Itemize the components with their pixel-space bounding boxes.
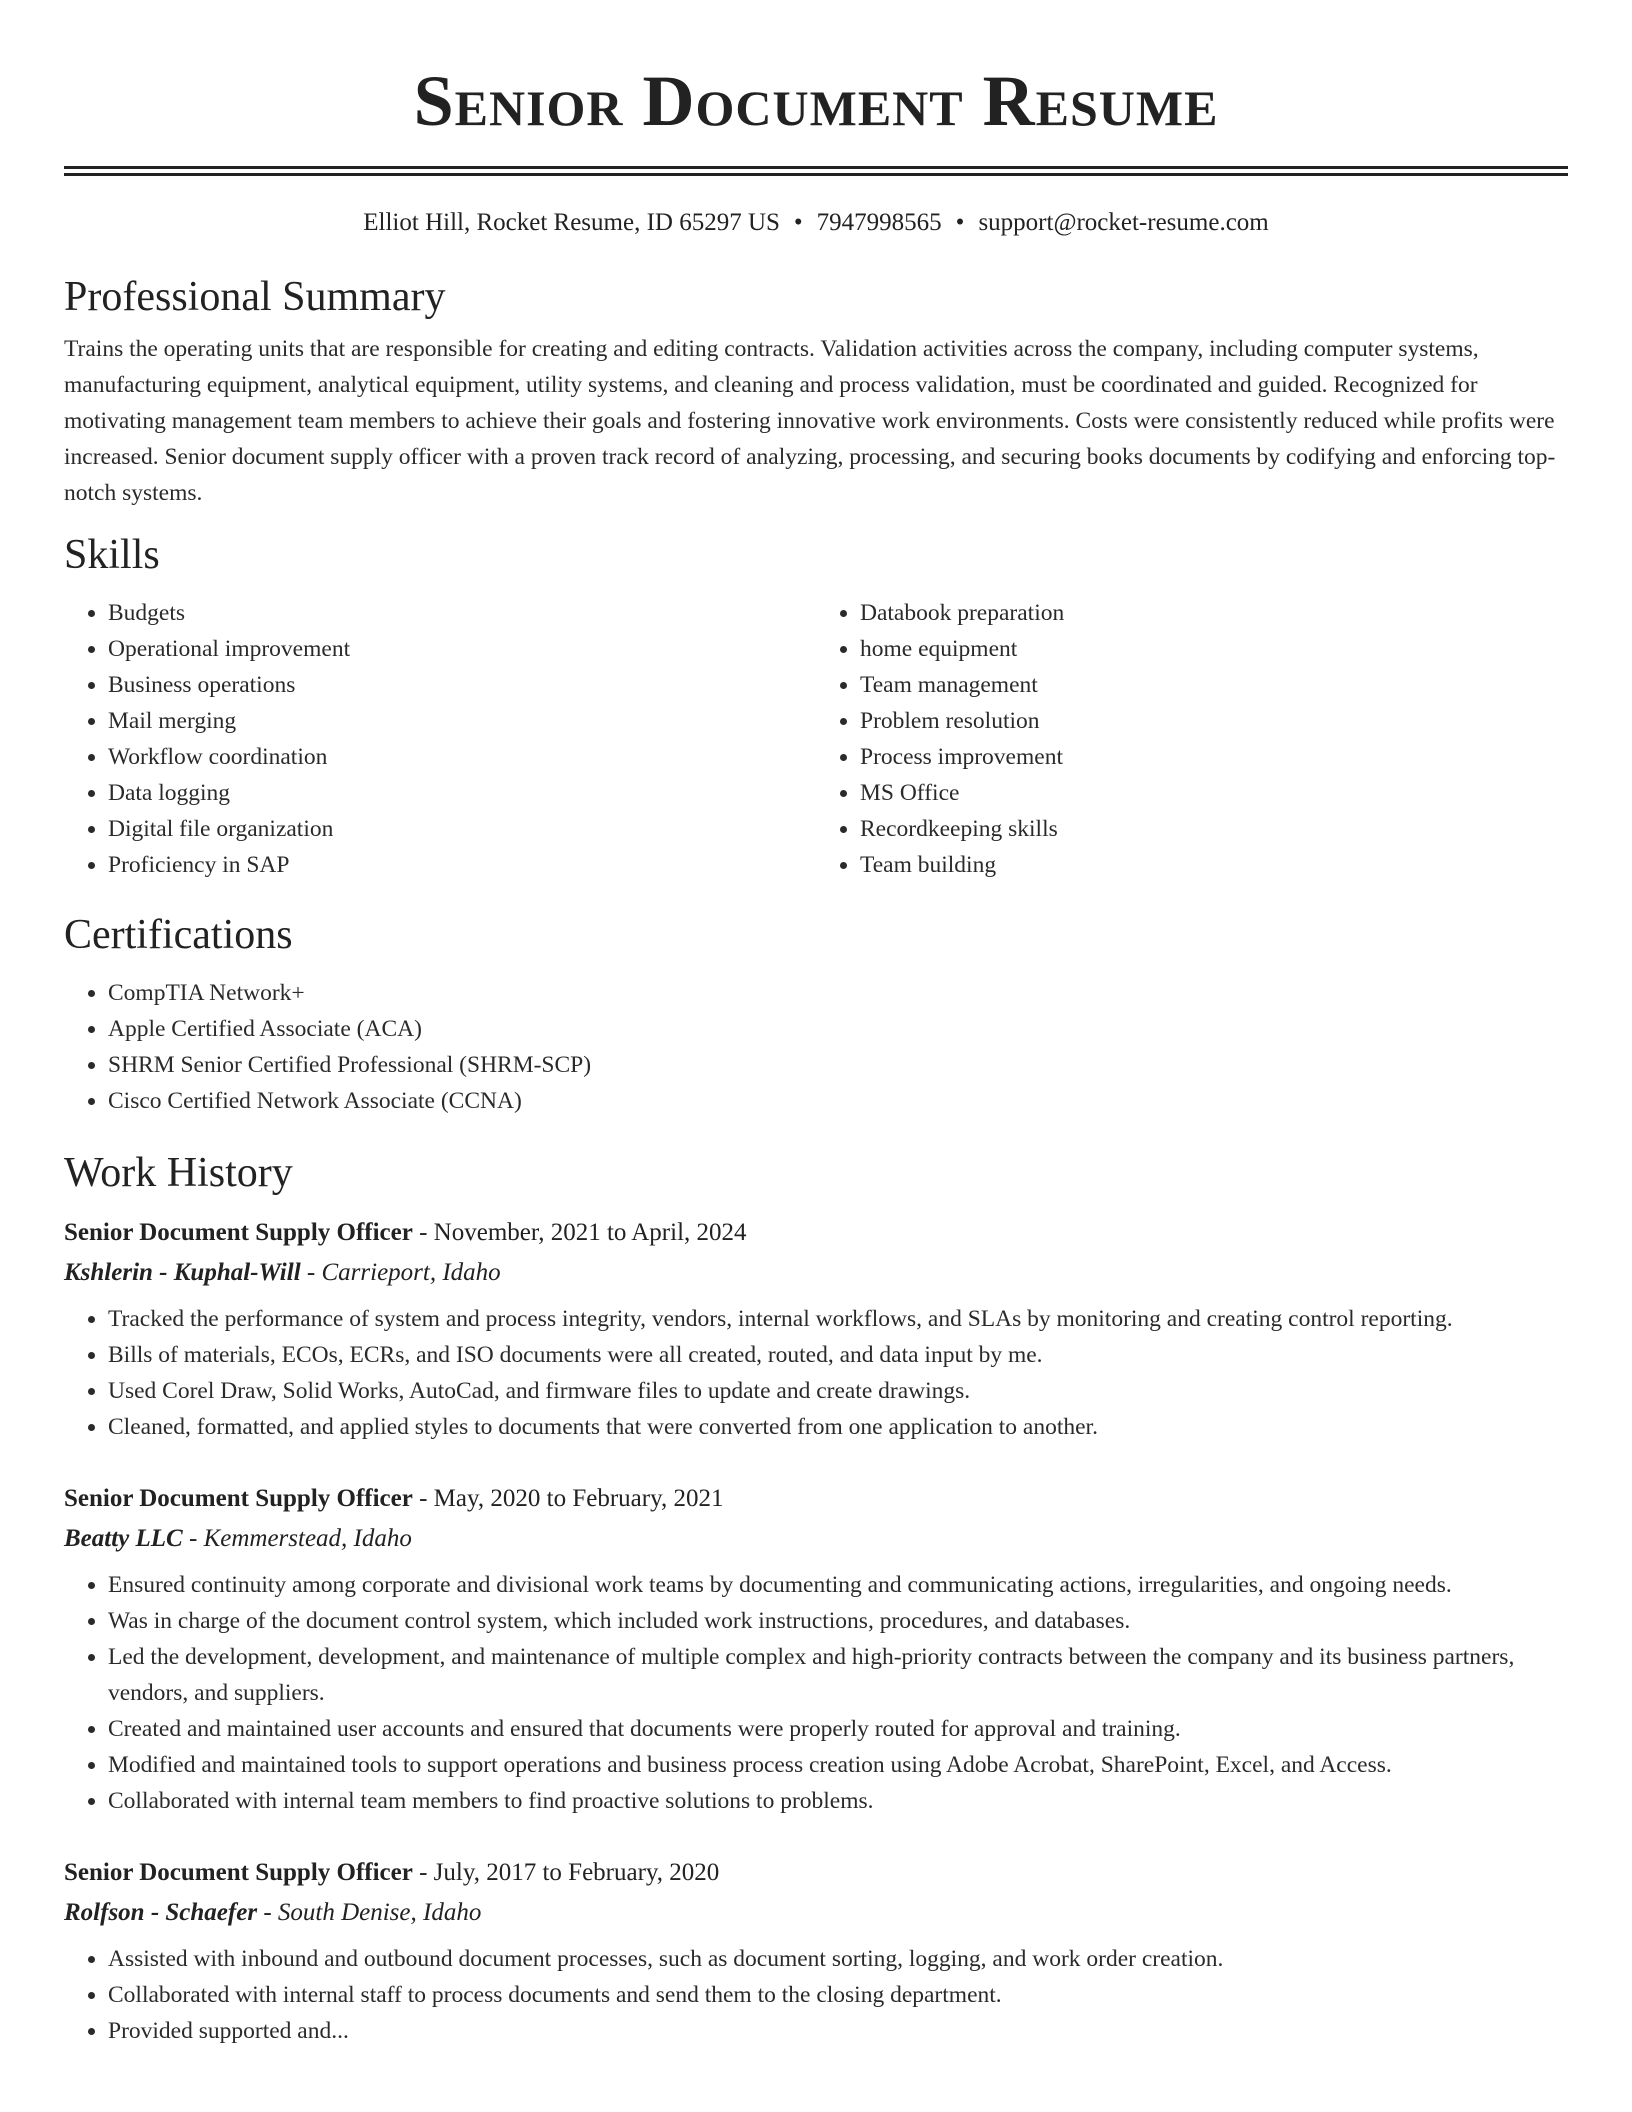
certification-item: • Apple Certified Associate (ACA) [108, 1011, 1568, 1047]
job-bullet: • Provided supported and... [108, 2013, 1568, 2049]
job-dash: - [300, 1259, 322, 1286]
skills-section [64, 531, 1568, 883]
contact-line [64, 207, 1568, 239]
skill-item: • Operational improvement [108, 631, 816, 667]
job-dash: - [412, 1485, 434, 1512]
job-role: Senior Document Supply Officer [64, 1219, 413, 1246]
certifications-section [64, 911, 1568, 1119]
job-title-line [64, 1853, 1568, 1893]
job-bullet: • Used Corel Draw, Solid Works, AutoCad, and firmware files to update and create drawings. [108, 1373, 1568, 1409]
job-company: Beatty LLC [64, 1525, 183, 1552]
section-heading-summary: Professional Summary [64, 274, 446, 320]
job-location: South Denise, Idaho [277, 1899, 482, 1926]
job-role: Senior Document Supply Officer [64, 1485, 413, 1512]
job-entry [64, 1479, 1568, 1819]
contact-separator: • [793, 209, 803, 236]
skill-item: • Business operations [108, 667, 816, 703]
job-company: Kshlerin - Kuphal-Will [64, 1259, 301, 1286]
job-location: Carrieport, Idaho [321, 1259, 501, 1286]
job-dash: - [182, 1525, 204, 1552]
job-bullet: • Led the development, development, and maintenance of multiple complex and high-priority contracts between the company and its business partners, vendors, and suppliers. [108, 1639, 1568, 1711]
skill-item: • Budgets [108, 595, 816, 631]
title-divider [64, 166, 1568, 169]
skill-item: • Recordkeeping skills [860, 811, 1568, 847]
skill-item: • Digital file organization [108, 811, 816, 847]
skill-item: • Process improvement [860, 739, 1568, 775]
job-bullet: • Ensured continuity among corporate and divisional work teams by documenting and communicating actions, irregularities, and ongoing needs. [108, 1567, 1568, 1603]
job-location: Kemmerstead, Idaho [203, 1525, 412, 1552]
job-bullets [64, 1567, 1568, 1819]
job-bullet: • Was in charge of the document control system, which included work instructions, procedures, and databases. [108, 1603, 1568, 1639]
job-role: Senior Document Supply Officer [64, 1859, 413, 1886]
skill-item: • Proficiency in SAP [108, 847, 816, 883]
certification-item: • SHRM Senior Certified Professional (SHRM-SCP) [108, 1047, 1568, 1083]
contact-phone: 7947998565 [816, 209, 942, 236]
skills-list-right [816, 595, 1568, 883]
contact-email: support@rocket-resume.com [978, 209, 1269, 236]
job-title-line [64, 1479, 1568, 1519]
job-bullet: • Cleaned, formatted, and applied styles to documents that were converted from one application to another. [108, 1409, 1568, 1445]
job-bullet: • Collaborated with internal team members to find proactive solutions to problems. [108, 1783, 1568, 1819]
contact-address: Elliot Hill, Rocket Resume, ID 65297 US [363, 209, 780, 236]
job-dash: - [412, 1859, 434, 1886]
job-company-line [64, 1893, 1568, 1933]
skill-item: • Team management [860, 667, 1568, 703]
job-bullet: • Bills of materials, ECOs, ECRs, and ISO documents were all created, routed, and data input by me. [108, 1337, 1568, 1373]
skill-item: • Mail merging [108, 703, 816, 739]
job-dates: May, 2020 to February, 2021 [433, 1485, 724, 1512]
job-bullet: • Collaborated with internal staff to process documents and send them to the closing department. [108, 1977, 1568, 2013]
resume-page [64, 0, 1568, 2049]
page-title: Senior Document Resume [413, 61, 1219, 141]
job-bullet: • Assisted with inbound and outbound document processes, such as document sorting, logging, and work order creation. [108, 1941, 1568, 1977]
professional-summary-section [64, 273, 1568, 511]
job-entry [64, 1853, 1568, 2049]
skill-item: • home equipment [860, 631, 1568, 667]
section-heading-certifications: Certifications [64, 912, 293, 958]
skills-columns [64, 595, 1568, 883]
job-company: Rolfson - Schaefer [64, 1899, 258, 1926]
certifications-list [64, 975, 1568, 1119]
certification-item: • CompTIA Network+ [108, 975, 1568, 1011]
job-bullets [64, 1941, 1568, 2049]
job-bullet: • Modified and maintained tools to support operations and business process creation using Adobe Acrobat, SharePoint, Excel, and Access. [108, 1747, 1568, 1783]
job-dates: November, 2021 to April, 2024 [433, 1219, 747, 1246]
contact-separator: • [955, 209, 965, 236]
skill-item: • Workflow coordination [108, 739, 816, 775]
job-bullet: • Tracked the performance of system and process integrity, vendors, internal workflows, and SLAs by monitoring and creating control reporting. [108, 1301, 1568, 1337]
skill-item: • Data logging [108, 775, 816, 811]
job-dash: - [412, 1219, 434, 1246]
job-entry [64, 1213, 1568, 1445]
skill-item: • Databook preparation [860, 595, 1568, 631]
job-company-line [64, 1519, 1568, 1559]
certification-item: • Cisco Certified Network Associate (CCNA) [108, 1083, 1568, 1119]
skill-item: • MS Office [860, 775, 1568, 811]
skills-list-left [64, 595, 816, 883]
job-dash: - [257, 1899, 278, 1926]
work-history-section [64, 1149, 1568, 2049]
skill-item: • Problem resolution [860, 703, 1568, 739]
job-bullets [64, 1301, 1568, 1445]
section-heading-skills: Skills [64, 532, 160, 578]
summary-text: Trains the operating units that are responsible for creating and editing contracts. Validation activities across the company, including computer systems, manufacturing equipment, analytical equipment, utility systems, and cleaning and process validation, must be coordinated and guided. Recognized for motivating management team members to achieve their goals and fostering innovative work environments. Costs were consistently reduced while profits were increased. Senior document supply officer with a proven track record of analyzing, processing, and securing books documents by codifying and enforcing top-notch systems. [64, 336, 1556, 506]
skill-item: • Team building [860, 847, 1568, 883]
job-company-line [64, 1253, 1568, 1293]
job-dates: July, 2017 to February, 2020 [433, 1859, 720, 1886]
job-bullet: • Created and maintained user accounts and ensured that documents were properly routed for approval and training. [108, 1711, 1568, 1747]
job-title-line [64, 1213, 1568, 1253]
section-heading-work-history: Work History [64, 1150, 293, 1196]
